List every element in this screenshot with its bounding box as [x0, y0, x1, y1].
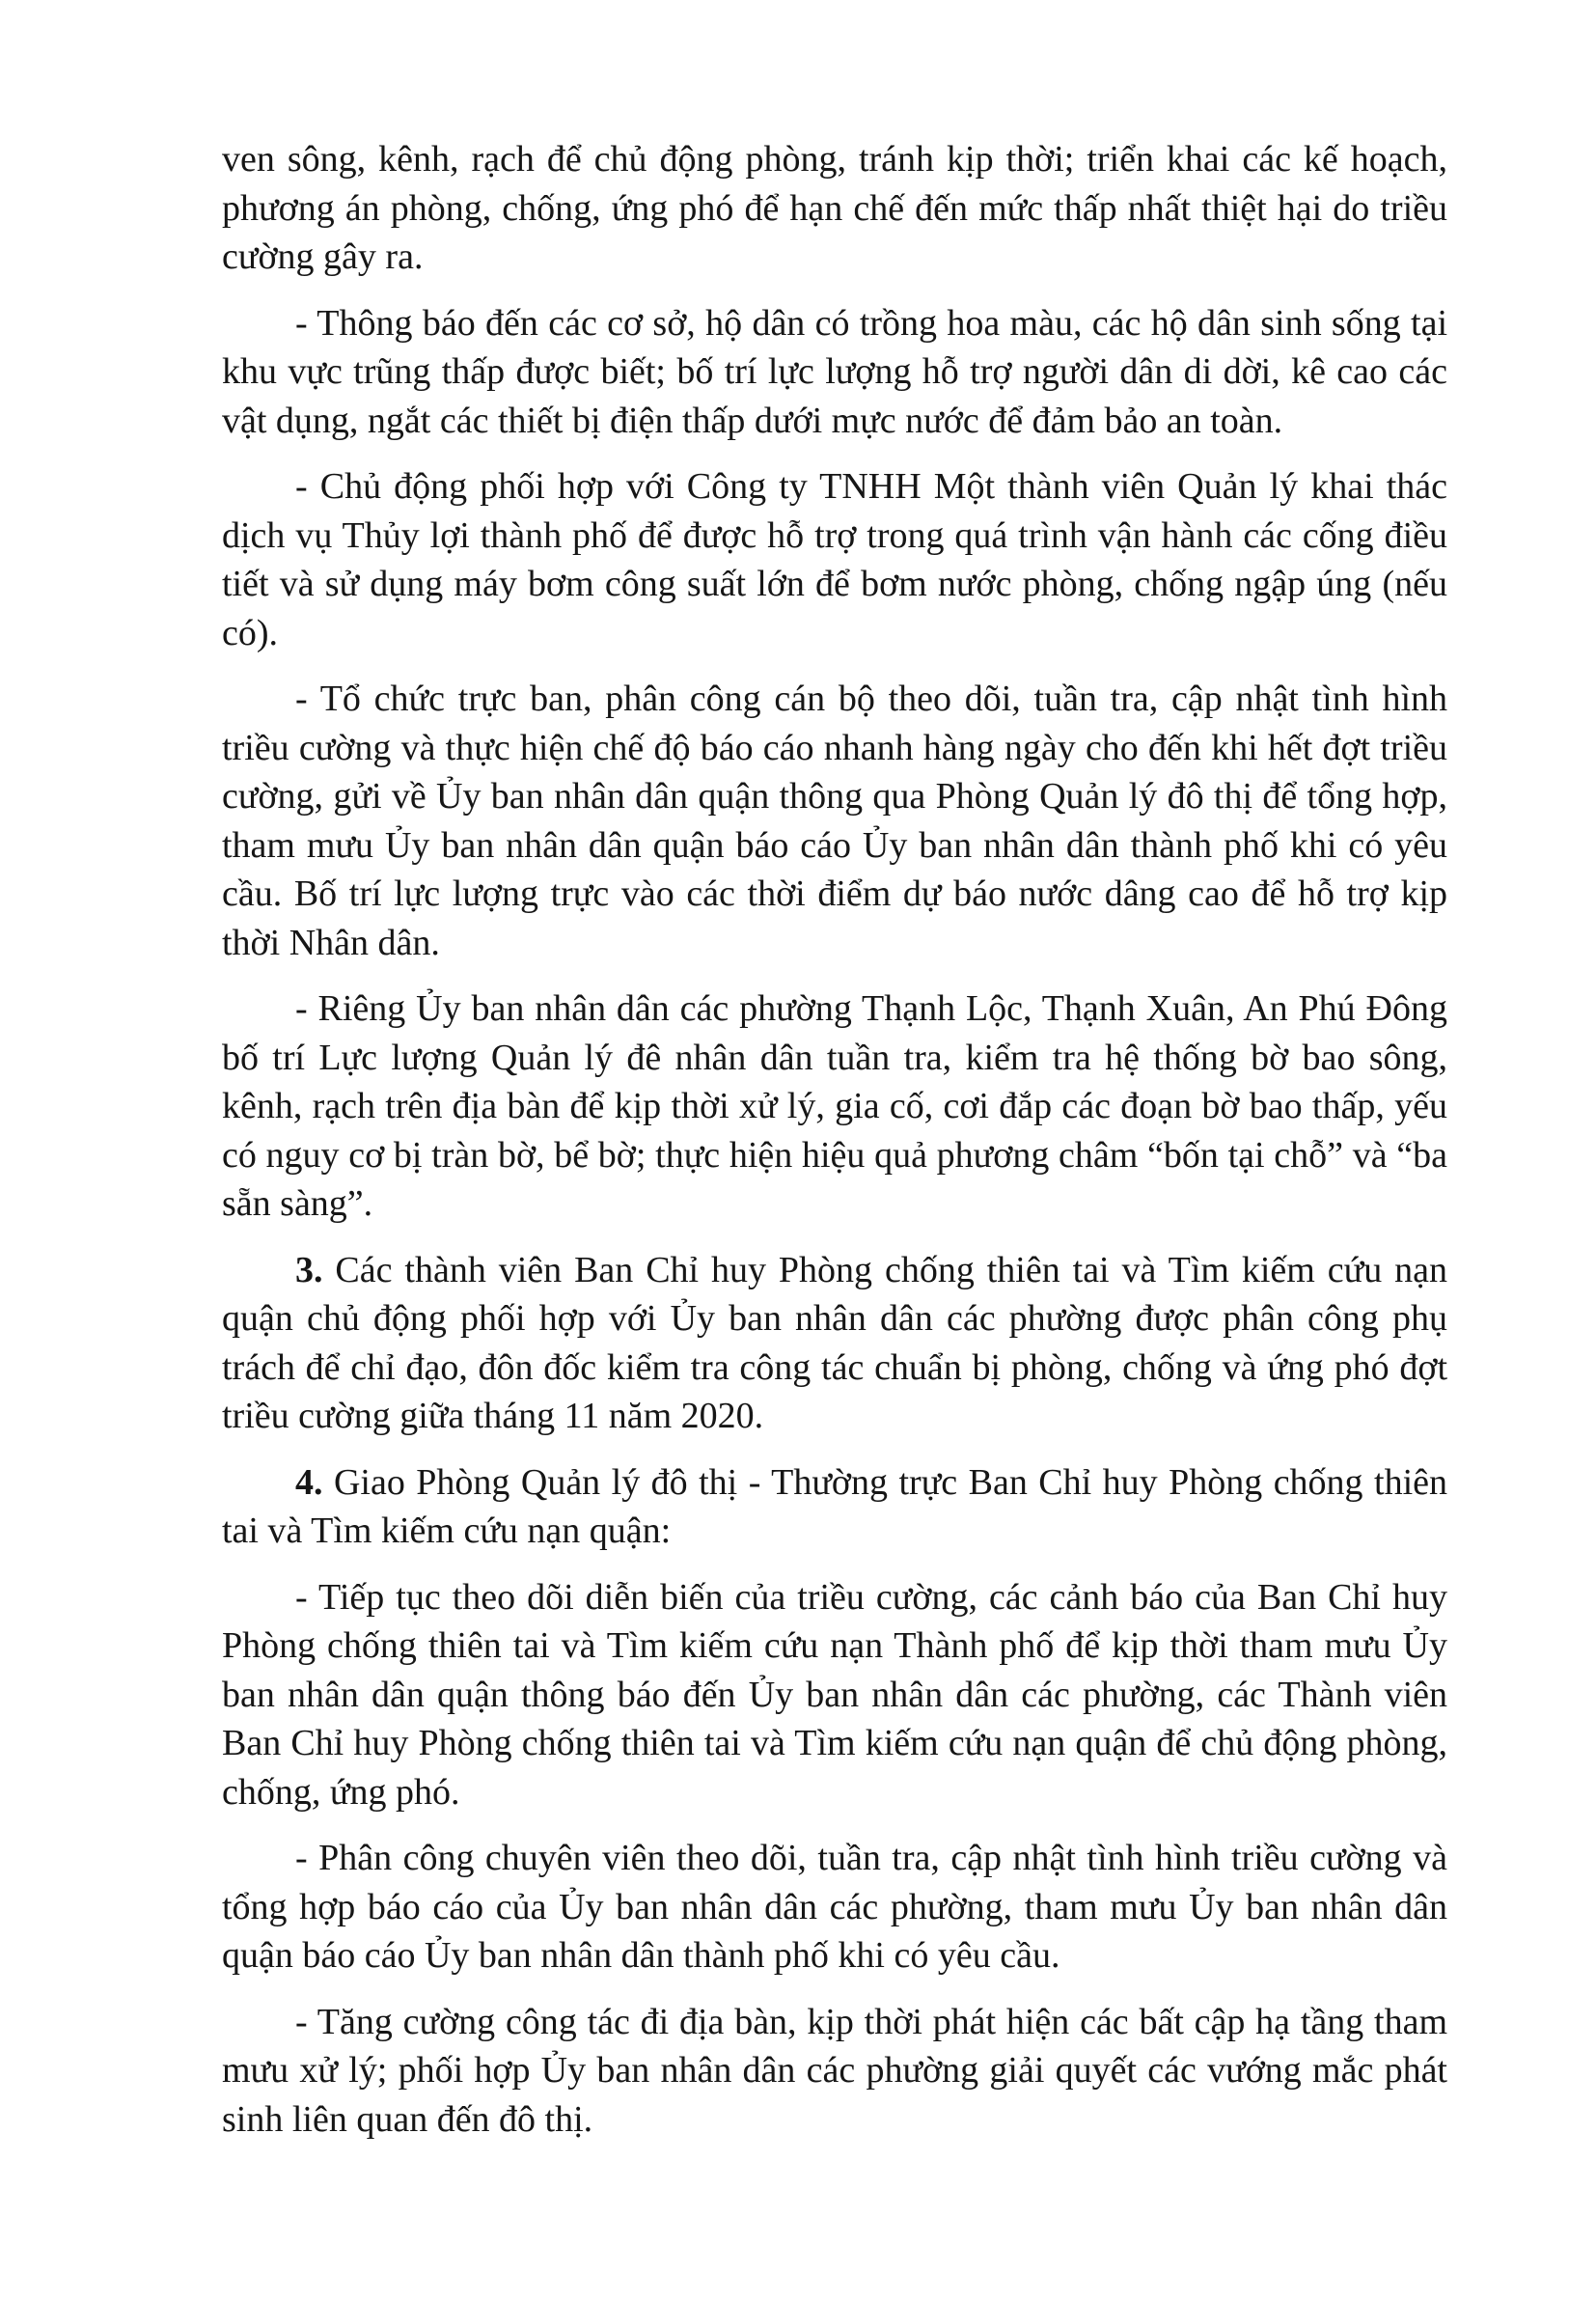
paragraph-text: Giao Phòng Quản lý đô thị - Thường trực Ban Chỉ huy Phòng chống thiên tai và Tìm kiếm cứu nạn quận: [222, 1461, 1447, 1551]
paragraph-4 [222, 675, 1447, 967]
item-number: 4. [295, 1461, 323, 1503]
paragraph-8 [222, 1573, 1447, 1817]
paragraph-text: - Riêng Ủy ban nhân dân các phường Thạnh Lộc, Thạnh Xuân, An Phú Đông bố trí Lực lượng Quản lý đê nhân dân tuần tra, kiểm tra hệ thống bờ bao sông, kênh, rạch trên địa bàn để kịp thời xử lý, gia cố, cơi đắp các đoạn bờ bao thấp, yếu có nguy cơ bị tràn bờ, bể bờ; thực hiện hiệu quả phương châm “bốn tại chỗ” và “ba sẵn sàng”. [222, 988, 1447, 1224]
paragraph-text: - Phân công chuyên viên theo dõi, tuần tra, cập nhật tình hình triều cường và tổng hợp báo cáo của Ủy ban nhân dân các phường, tham mưu Ủy ban nhân dân quận báo cáo Ủy ban nhân dân thành phố khi có yêu cầu. [222, 1838, 1447, 1976]
paragraph-text: - Tiếp tục theo dõi diễn biến của triều cường, các cảnh báo của Ban Chỉ huy Phòng chống thiên tai và Tìm kiếm cứu nạn Thành phố để kịp thời tham mưu Ủy ban nhân dân quận thông báo đến Ủy ban nhân dân các phường, các Thành viên Ban Chỉ huy Phòng chống thiên tai và Tìm kiếm cứu nạn quận để chủ động phòng, chống, ứng phó. [222, 1576, 1447, 1813]
paragraph-5 [222, 984, 1447, 1229]
paragraph-2 [222, 299, 1447, 446]
paragraph-text: - Tăng cường công tác đi địa bàn, kịp thời phát hiện các bất cập hạ tầng tham mưu xử lý; phối hợp Ủy ban nhân dân các phường giải quyết các vướng mắc phát sinh liên quan đến đô thị. [222, 2001, 1447, 2140]
item-number: 3. [295, 1249, 323, 1290]
paragraph-9 [222, 1834, 1447, 1981]
paragraph-text: ven sông, kênh, rạch để chủ động phòng, tránh kịp thời; triển khai các kế hoạch, phương án phòng, chống, ứng phó để hạn chế đến mức thấp nhất thiệt hại do triều cường gây ra. [222, 139, 1447, 277]
paragraph-3 [222, 462, 1447, 657]
paragraph-text: - Chủ động phối hợp với Công ty TNHH Một thành viên Quản lý khai thác dịch vụ Thủy lợi thành phố để được hỗ trợ trong quá trình vận hành các cống điều tiết và sử dụng máy bơm công suất lớn để bơm nước phòng, chống ngập úng (nếu có). [222, 466, 1447, 653]
paragraph-1 [222, 135, 1447, 282]
paragraph-text: - Thông báo đến các cơ sở, hộ dân có trồng hoa màu, các hộ dân sinh sống tại khu vực trũng thấp được biết; bố trí lực lượng hỗ trợ người dân di dời, kê cao các vật dụng, ngắt các thiết bị điện thấp dưới mực nước để đảm bảo an toàn. [222, 302, 1447, 441]
document-page [222, 135, 1447, 2161]
paragraph-text: - Tổ chức trực ban, phân công cán bộ theo dõi, tuần tra, cập nhật tình hình triều cường và thực hiện chế độ báo cáo nhanh hàng ngày cho đến khi hết đợt triều cường, gửi về Ủy ban nhân dân quận thông qua Phòng Quản lý đô thị để tổng hợp, tham mưu Ủy ban nhân dân quận báo cáo Ủy ban nhân dân thành phố khi có yêu cầu. Bố trí lực lượng trực vào các thời điểm dự báo nước dâng cao để hỗ trợ kịp thời Nhân dân. [222, 679, 1447, 963]
paragraph-6 [222, 1246, 1447, 1441]
paragraph-text: Các thành viên Ban Chỉ huy Phòng chống thiên tai và Tìm kiếm cứu nạn quận chủ động phối hợp với Ủy ban nhân dân các phường được phân công phụ trách để chỉ đạo, đôn đốc kiểm tra công tác chuẩn bị phòng, chống và ứng phó đợt triều cường giữa tháng 11 năm 2020. [222, 1249, 1447, 1436]
paragraph-7 [222, 1458, 1447, 1556]
paragraph-10 [222, 1998, 1447, 2145]
